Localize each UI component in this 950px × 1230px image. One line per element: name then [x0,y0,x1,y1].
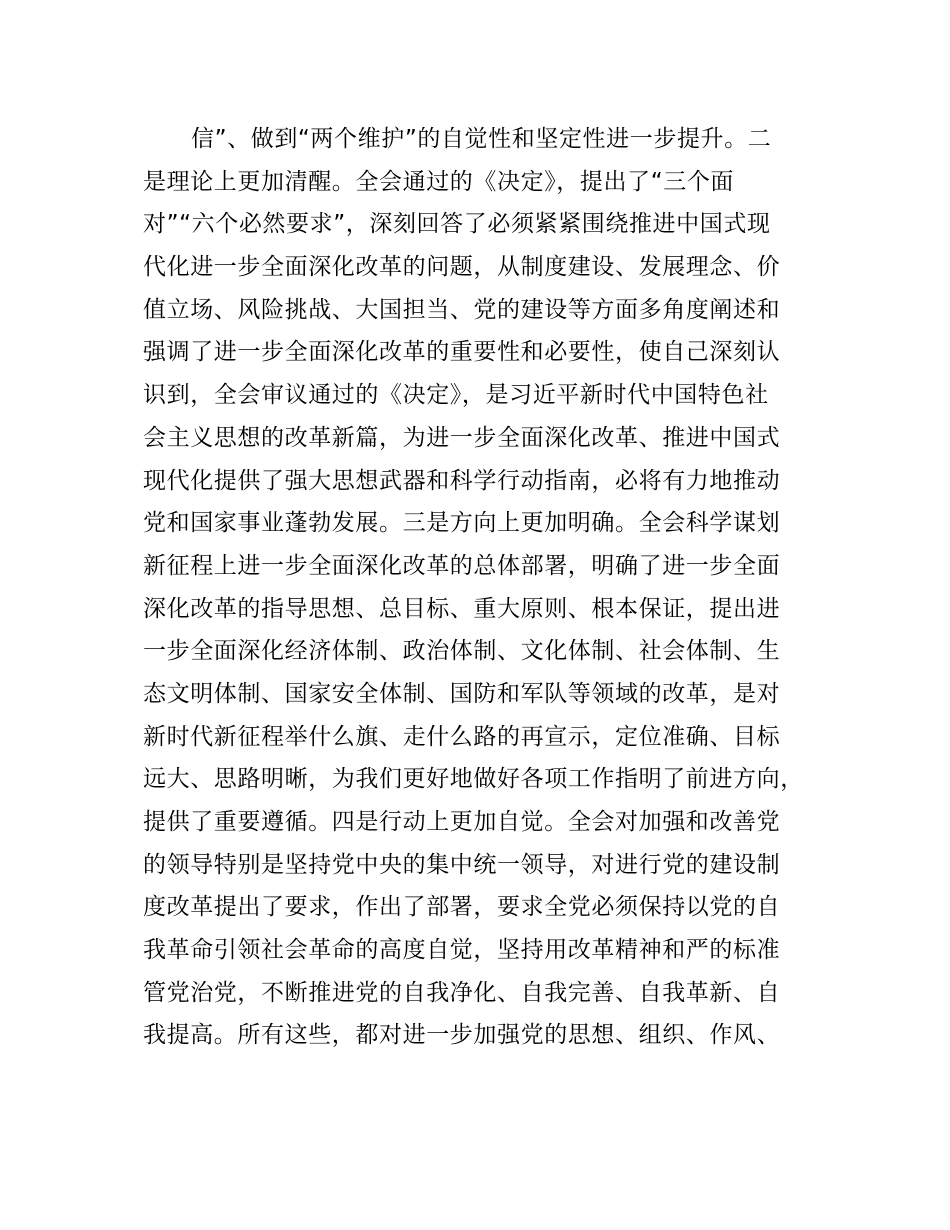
body-text [143,118,843,1057]
text-line: 我革命引领社会革命的高度自觉，坚持用改革精神和严的标准 [143,937,781,964]
text-line: 识到，全会审议通过的《决定》，是习近平新时代中国特色社 [143,382,769,409]
text-line: 信”、做到“两个维护”的自觉性和坚定性进一步提升。二 [191,126,772,152]
text-line: 新时代新征程举什么旗、走什么路的再宣示，定位准确、目标 [143,723,781,750]
text-line: 新征程上进一步全面深化改革的总体部署，明确了进一步全面 [143,552,781,579]
text-line: 对”“六个必然要求”，深刻回答了必须紧紧围绕推进中国式现 [143,211,771,238]
text-line: 代化进一步全面深化改革的问题，从制度建设、发展理念、价 [143,254,781,281]
text-line: 管党治党，不断推进党的自我净化、自我完善、自我革新、自 [143,979,781,1006]
text-line: 强调了进一步全面深化改革的重要性和必要性，使自己深刻认 [143,339,781,366]
text-line: 深化改革的指导思想、总目标、重大原则、根本保证，提出进 [143,595,781,622]
text-line: 会主义思想的改革新篇，为进一步全面深化改革、推进中国式 [143,424,781,451]
text-line: 度改革提出了要求，作出了部署，要求全党必须保持以党的自 [143,894,781,921]
text-line: 一步全面深化经济体制、政治体制、文化体制、社会体制、生 [143,638,781,665]
text-line: 是理论上更加清醒。全会通过的《决定》，提出了“三个面 [143,168,735,195]
text-line: 现代化提供了强大思想武器和科学行动指南，必将有力地推动 [143,467,781,494]
text-line: 的领导特别是坚持党中央的集中统一领导，对进行党的建设制 [143,851,781,878]
text-line: 党和国家事业蓬勃发展。三是方向上更加明确。全会科学谋划 [143,510,781,537]
text-line: 态文明体制、国家安全体制、国防和军队等领域的改革，是对 [143,680,781,707]
text-line: 提供了重要遵循。四是行动上更加自觉。全会对加强和改善党 [143,809,781,835]
text-line: 值立场、风险挑战、大国担当、党的建设等方面多角度阐述和 [143,296,781,323]
text-line: 远大、思路明晰，为我们更好地做好各项工作指明了前进方向， [143,766,804,793]
text-line: 我提高。所有这些，都对进一步加强党的思想、组织、作风、 [143,1022,781,1049]
